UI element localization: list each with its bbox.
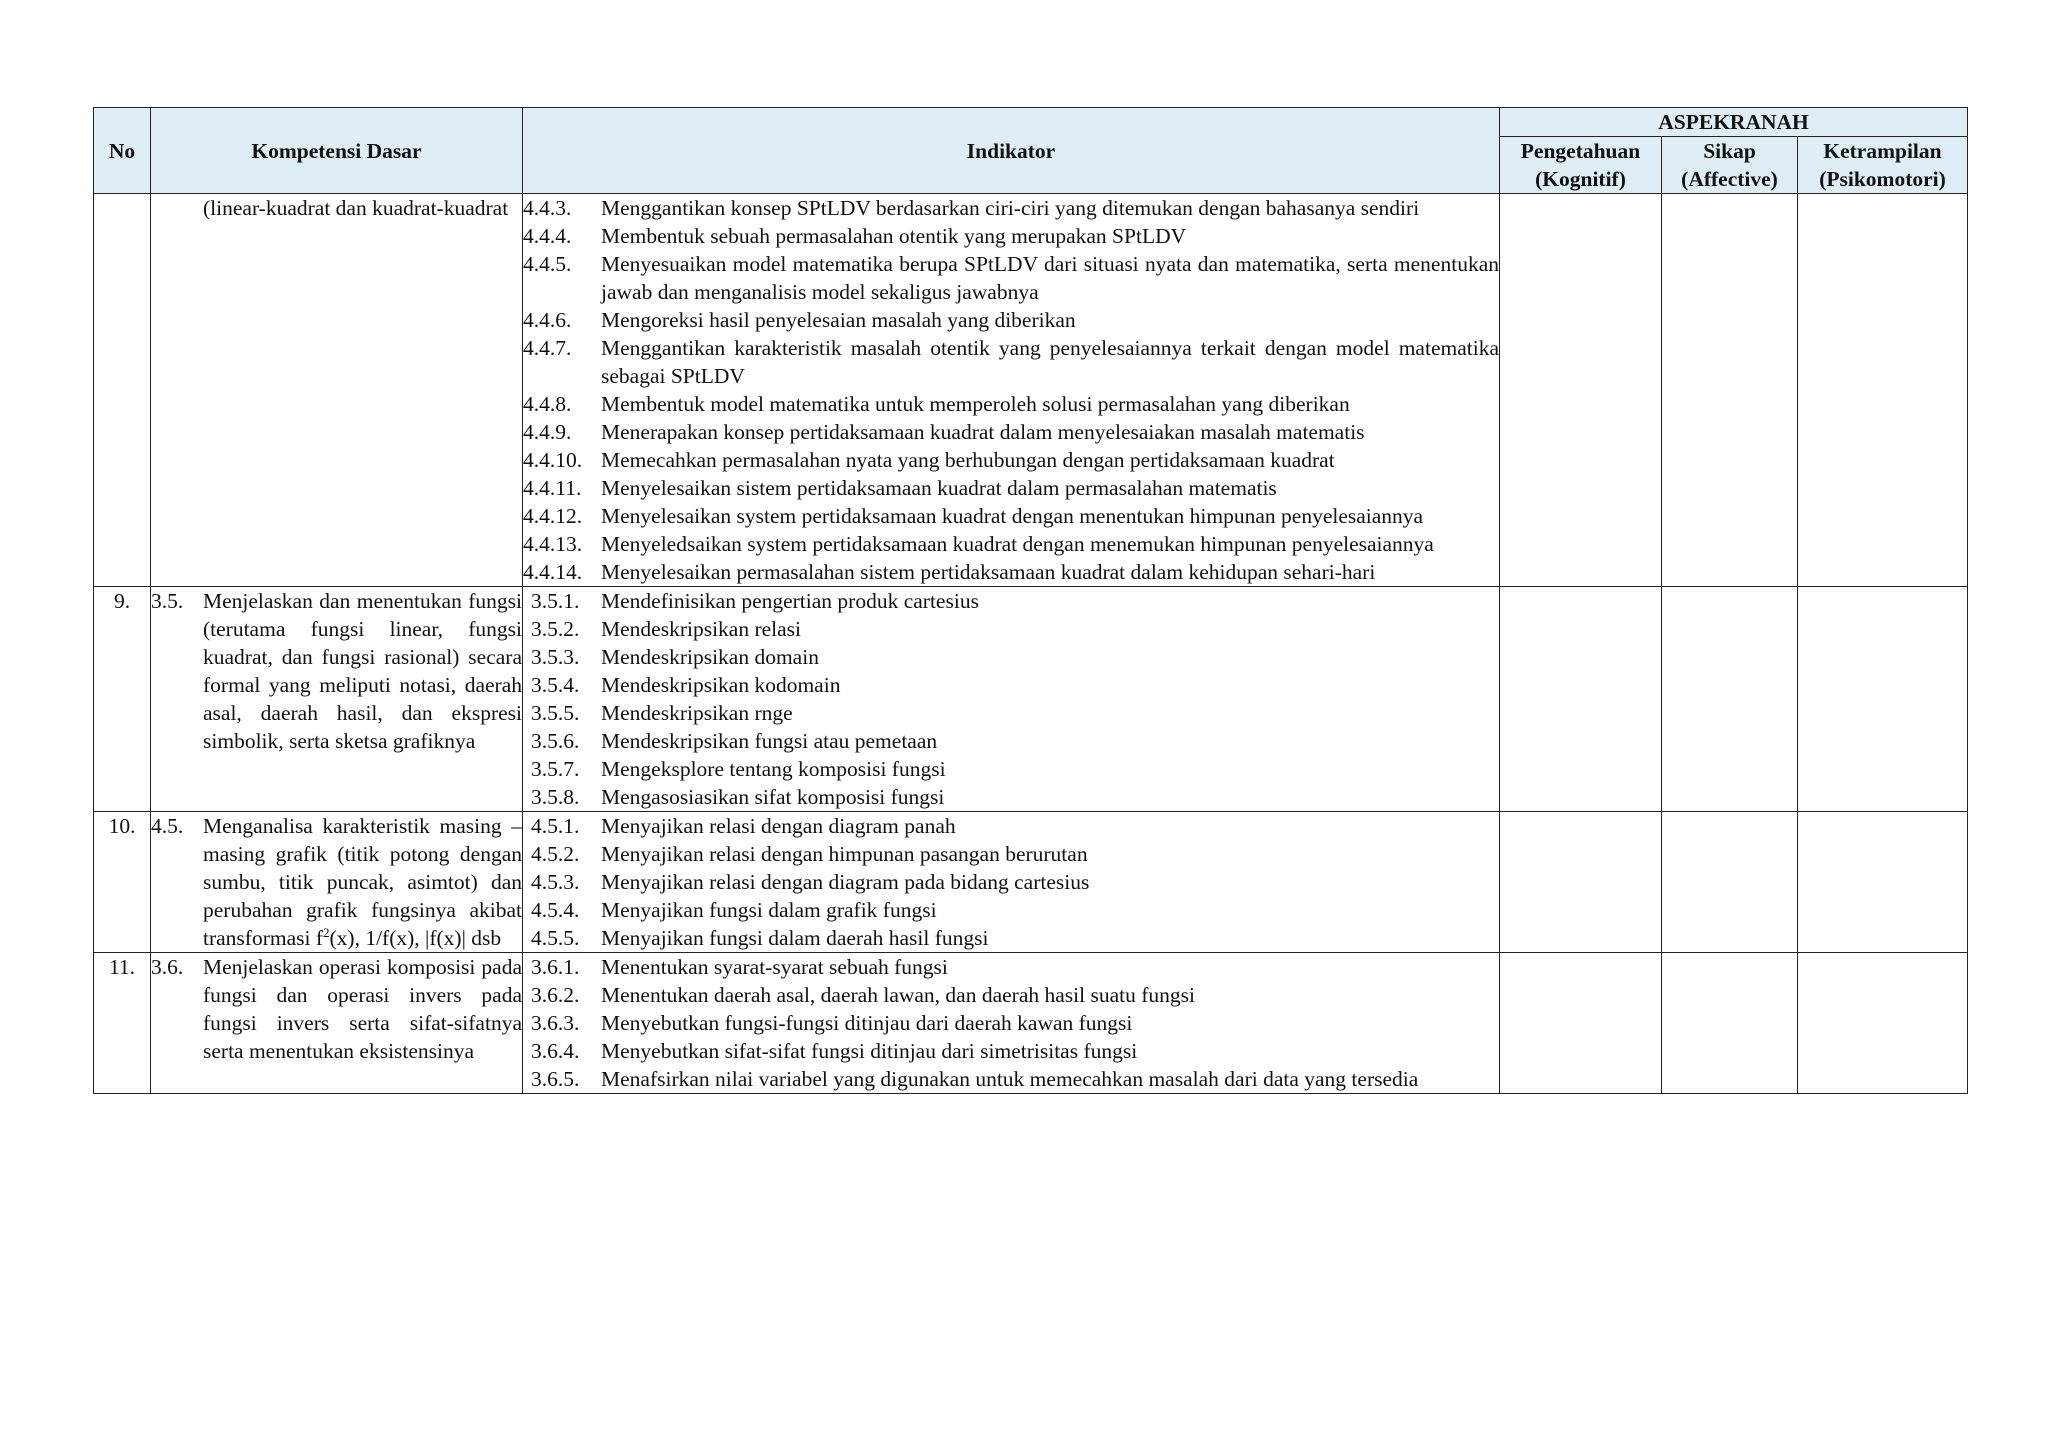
indikator-item bbox=[523, 643, 1499, 671]
indikator-text: Mendeskripsikan fungsi atau pemetaan bbox=[601, 729, 938, 753]
pengetahuan-cell bbox=[1500, 953, 1662, 1094]
sikap-cell bbox=[1662, 194, 1798, 587]
indikator-text: Mendeskripsikan relasi bbox=[601, 617, 802, 641]
header-pengetahuan-label: Pengetahuan bbox=[1520, 139, 1641, 163]
indikator-number: 4.4.8. bbox=[523, 392, 572, 416]
indikator-item bbox=[523, 671, 1499, 699]
indikator-item bbox=[523, 755, 1499, 783]
kompetensi-number: 4.5. bbox=[151, 814, 184, 838]
indikator-number: 4.4.9. bbox=[523, 420, 572, 444]
competency-table bbox=[93, 107, 1968, 1094]
indikator-number: 3.6.3. bbox=[531, 1011, 580, 1035]
kompetensi-number: 3.5. bbox=[151, 589, 184, 613]
indikator-text: Membentuk model matematika untuk memperoleh solusi permasalahan yang diberikan bbox=[601, 392, 1350, 416]
indikator-number: 3.5.5. bbox=[531, 701, 580, 725]
kompetensi-text-part: (x), 1/f(x), |f(x)| dsb bbox=[329, 926, 502, 950]
indikator-text: Menentukan daerah asal, daerah lawan, dan daerah hasil suatu fungsi bbox=[601, 983, 1196, 1007]
indikator-text: Memecahkan permasalahan nyata yang berhubungan dengan pertidaksamaan kuadrat bbox=[601, 448, 1335, 472]
header-pengetahuan bbox=[1500, 137, 1662, 194]
indikator-text: Mendeskripsikan kodomain bbox=[601, 673, 841, 697]
indikator-number: 4.4.11. bbox=[523, 476, 582, 500]
indikator-item bbox=[523, 896, 1499, 924]
superscript: 2 bbox=[323, 924, 330, 940]
indikator-text: Mengasosiasikan sifat komposisi fungsi bbox=[601, 785, 945, 809]
kompetensi-item bbox=[151, 953, 522, 1065]
indikator-text: Menyajikan relasi dengan diagram panah bbox=[601, 814, 956, 838]
sikap-cell bbox=[1662, 587, 1798, 812]
header-row-1 bbox=[94, 108, 1968, 137]
indikator-item bbox=[523, 783, 1499, 811]
indikator-number: 4.4.10. bbox=[523, 448, 583, 472]
indikator-item bbox=[523, 306, 1499, 334]
indikator-item bbox=[523, 502, 1499, 530]
indikator-cell bbox=[523, 953, 1500, 1094]
indikator-list bbox=[523, 953, 1499, 1093]
header-pengetahuan-sub: (Kognitif) bbox=[1535, 167, 1626, 191]
indikator-text: Menentukan syarat-syarat sebuah fungsi bbox=[601, 955, 948, 979]
indikator-text: Membentuk sebuah permasalahan otentik yang merupakan SPtLDV bbox=[601, 224, 1187, 248]
indikator-number: 4.4.14. bbox=[523, 560, 583, 584]
indikator-item bbox=[523, 1065, 1499, 1093]
indikator-number: 3.5.8. bbox=[531, 785, 580, 809]
indikator-text: Menerapakan konsep pertidaksamaan kuadrat dalam menyelesaiakan masalah matematis bbox=[601, 420, 1365, 444]
kompetensi-text bbox=[203, 812, 522, 952]
ketrampilan-cell bbox=[1798, 194, 1968, 587]
indikator-text: Mendeskripsikan rnge bbox=[601, 701, 793, 725]
indikator-number: 4.4.13. bbox=[523, 532, 583, 556]
indikator-number: 4.5.1. bbox=[531, 814, 580, 838]
indikator-text: Menyajikan fungsi dalam daerah hasil fungsi bbox=[601, 926, 989, 950]
table-row bbox=[94, 953, 1968, 1094]
indikator-text: Menyelesaikan permasalahan sistem pertidaksamaan kuadrat dalam kehidupan sehari-hari bbox=[601, 560, 1376, 584]
indikator-item bbox=[523, 1009, 1499, 1037]
kompetensi-item bbox=[151, 587, 522, 755]
indikator-item bbox=[523, 530, 1499, 558]
kompetensi-text: (linear-kuadrat dan kuadrat-kuadrat bbox=[203, 196, 509, 220]
indikator-number: 3.5.2. bbox=[531, 617, 580, 641]
indikator-text: Menafsirkan nilai variabel yang digunakan untuk memecahkan masalah dari data yang tersedia bbox=[601, 1067, 1419, 1091]
indikator-item bbox=[523, 840, 1499, 868]
header-ketrampilan-sub: (Psikomotori) bbox=[1819, 167, 1946, 191]
indikator-text: Menyelesaikan system pertidaksamaan kuadrat dengan menentukan himpunan penyelesaiannya bbox=[601, 504, 1424, 528]
indikator-item bbox=[523, 924, 1499, 952]
indikator-number: 3.5.7. bbox=[531, 757, 580, 781]
indikator-number: 3.6.5. bbox=[531, 1067, 580, 1091]
ketrampilan-cell bbox=[1798, 953, 1968, 1094]
indikator-item bbox=[523, 250, 1499, 306]
indikator-item bbox=[523, 868, 1499, 896]
indikator-item bbox=[523, 334, 1499, 390]
kompetensi-cell bbox=[151, 953, 523, 1094]
indikator-text: Menggantikan konsep SPtLDV berdasarkan ciri-ciri yang ditemukan dengan bahasanya sendiri bbox=[601, 196, 1420, 220]
indikator-number: 3.6.2. bbox=[531, 983, 580, 1007]
indikator-number: 3.5.6. bbox=[531, 729, 580, 753]
sikap-cell bbox=[1662, 953, 1798, 1094]
indikator-item bbox=[523, 812, 1499, 840]
kompetensi-text: Menjelaskan dan menentukan fungsi (terutama fungsi linear, fungsi kuadrat, dan fungsi rasional) secara formal yang meliputi notasi, daerah asal, daerah hasil, dan ekspresi simbolik, serta sketsa grafiknya bbox=[203, 589, 522, 753]
indikator-text: Menyesuaikan model matematika berupa SPtLDV dari situasi nyata dan matematika, serta menentukan jawab dan menganalisis model sekaligus jawabnya bbox=[601, 252, 1499, 304]
indikator-list bbox=[523, 194, 1499, 586]
indikator-text: Mengoreksi hasil penyelesaian masalah yang diberikan bbox=[601, 308, 1076, 332]
table-row bbox=[94, 194, 1968, 587]
indikator-number: 4.5.4. bbox=[531, 898, 580, 922]
indikator-number: 3.6.4. bbox=[531, 1039, 580, 1063]
indikator-number: 4.4.3. bbox=[523, 196, 572, 220]
indikator-cell bbox=[523, 194, 1500, 587]
indikator-text: Menyajikan relasi dengan himpunan pasangan berurutan bbox=[601, 842, 1088, 866]
pengetahuan-cell bbox=[1500, 194, 1662, 587]
indikator-number: 3.5.1. bbox=[531, 589, 580, 613]
indikator-number: 4.5.3. bbox=[531, 870, 580, 894]
header-no: No bbox=[94, 108, 151, 194]
indikator-item bbox=[523, 222, 1499, 250]
table-row bbox=[94, 812, 1968, 953]
indikator-text: Mengeksplore tentang komposisi fungsi bbox=[601, 757, 946, 781]
header-sikap-label: Sikap bbox=[1703, 139, 1756, 163]
kompetensi-cell bbox=[151, 587, 523, 812]
header-sikap-sub: (Affective) bbox=[1681, 167, 1778, 191]
indikator-number: 3.6.1. bbox=[531, 955, 580, 979]
header-kompetensi-dasar: Kompetensi Dasar bbox=[151, 108, 523, 194]
indikator-number: 4.4.5. bbox=[523, 252, 572, 276]
indikator-item bbox=[523, 981, 1499, 1009]
indikator-text: Menyebutkan sifat-sifat fungsi ditinjau dari simetrisitas fungsi bbox=[601, 1039, 1138, 1063]
indikator-number: 3.5.4. bbox=[531, 673, 580, 697]
kompetensi-cell bbox=[151, 812, 523, 953]
table-row bbox=[94, 587, 1968, 812]
indikator-cell bbox=[523, 812, 1500, 953]
indikator-item bbox=[523, 699, 1499, 727]
indikator-text: Menyeledsaikan system pertidaksamaan kuadrat dengan menemukan himpunan penyelesaiannya bbox=[601, 532, 1434, 556]
indikator-text: Menyebutkan fungsi-fungsi ditinjau dari daerah kawan fungsi bbox=[601, 1011, 1133, 1035]
ketrampilan-cell bbox=[1798, 587, 1968, 812]
pengetahuan-cell bbox=[1500, 587, 1662, 812]
indikator-number: 4.5.2. bbox=[531, 842, 580, 866]
row-number: 10. bbox=[94, 812, 151, 953]
indikator-item bbox=[523, 727, 1499, 755]
kompetensi-item bbox=[151, 812, 522, 952]
indikator-number: 4.4.7. bbox=[523, 336, 572, 360]
indikator-list bbox=[523, 587, 1499, 811]
indikator-number: 4.4.12. bbox=[523, 504, 583, 528]
row-number bbox=[94, 194, 151, 587]
row-number: 9. bbox=[94, 587, 151, 812]
header-ketrampilan-label: Ketrampilan bbox=[1823, 139, 1942, 163]
indikator-item bbox=[523, 390, 1499, 418]
indikator-text: Menyelesaikan sistem pertidaksamaan kuadrat dalam permasalahan matematis bbox=[601, 476, 1277, 500]
indikator-number: 4.4.6. bbox=[523, 308, 572, 332]
sikap-cell bbox=[1662, 812, 1798, 953]
row-number: 11. bbox=[94, 953, 151, 1094]
header-sikap bbox=[1662, 137, 1798, 194]
indikator-item bbox=[523, 418, 1499, 446]
header-aspek-ranah: ASPEKRANAH bbox=[1500, 108, 1968, 137]
kompetensi-text-part: Menganalisa karakteristik masing – masing grafik (titik potong dengan sumbu, titik puncak, asimtot) dan perubahan grafik fungsinya akibat transformasi f bbox=[203, 814, 522, 950]
indikator-list bbox=[523, 812, 1499, 952]
kompetensi-cell bbox=[151, 194, 523, 587]
kompetensi-number: 3.6. bbox=[151, 955, 184, 979]
indikator-item bbox=[523, 953, 1499, 981]
kompetensi-text: Menjelaskan operasi komposisi pada fungsi dan operasi invers pada fungsi invers serta sifat-sifatnya serta menentukan eksistensinya bbox=[203, 955, 522, 1063]
indikator-text: Menyajikan relasi dengan diagram pada bidang cartesius bbox=[601, 870, 1090, 894]
indikator-item bbox=[523, 446, 1499, 474]
indikator-number: 3.5.3. bbox=[531, 645, 580, 669]
indikator-item bbox=[523, 587, 1499, 615]
indikator-text: Menyajikan fungsi dalam grafik fungsi bbox=[601, 898, 937, 922]
indikator-item bbox=[523, 1037, 1499, 1065]
indikator-text: Mendeskripsikan domain bbox=[601, 645, 819, 669]
header-indikator: Indikator bbox=[523, 108, 1500, 194]
header-ketrampilan bbox=[1798, 137, 1968, 194]
indikator-item bbox=[523, 474, 1499, 502]
indikator-number: 4.5.5. bbox=[531, 926, 580, 950]
ketrampilan-cell bbox=[1798, 812, 1968, 953]
pengetahuan-cell bbox=[1500, 812, 1662, 953]
indikator-number: 4.4.4. bbox=[523, 224, 572, 248]
indikator-item bbox=[523, 615, 1499, 643]
indikator-text: Menggantikan karakteristik masalah otentik yang penyelesaiannya terkait dengan model matematika sebagai SPtLDV bbox=[601, 336, 1499, 388]
indikator-cell bbox=[523, 587, 1500, 812]
indikator-item bbox=[523, 194, 1499, 222]
indikator-text: Mendefinisikan pengertian produk cartesius bbox=[601, 589, 979, 613]
indikator-item bbox=[523, 558, 1499, 586]
